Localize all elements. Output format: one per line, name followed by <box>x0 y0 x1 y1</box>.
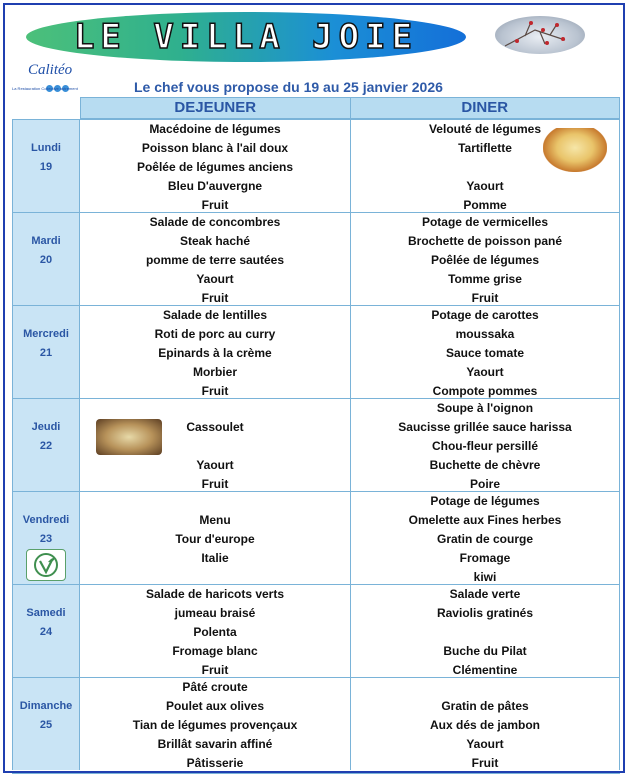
dinner-dish: Pomme <box>463 198 507 212</box>
day-number: 21 <box>39 347 53 359</box>
day-label <box>12 213 80 305</box>
lunch-dish: Pâtisserie <box>186 756 244 770</box>
table-bottom-border <box>12 773 620 774</box>
dinner-cell <box>350 585 620 677</box>
table-header <box>80 97 620 119</box>
day-row-mardi <box>12 212 620 305</box>
dinner-dish: Fromage <box>459 551 511 565</box>
day-row-lundi <box>12 119 620 212</box>
day-row-dimanche <box>12 677 620 770</box>
dinner-dish: Saucisse grillée sauce harissa <box>398 420 572 434</box>
day-name: Lundi <box>31 142 61 154</box>
lunch-dish: Poêlée de légumes anciens <box>136 160 294 174</box>
day-number: 22 <box>39 440 53 452</box>
lunch-dish: Roti de porc au curry <box>154 327 276 341</box>
tartiflette-photo <box>543 128 607 172</box>
dinner-dish: moussaka <box>455 327 515 341</box>
lunch-dish: Fruit <box>201 663 229 677</box>
lunch-dish: Bleu D'auvergne <box>167 179 263 193</box>
dinner-cell <box>350 678 620 770</box>
lunch-dish: Epinards à la crème <box>158 346 272 360</box>
day-label <box>12 306 80 398</box>
lunch-dish: Salade de concombres <box>149 215 281 229</box>
dinner-dish: Potage de carottes <box>431 308 539 322</box>
dinner-dish: Gratin de pâtes <box>441 699 529 713</box>
lunch-dish: Tour d'europe <box>175 532 255 546</box>
dinner-dish: Poire <box>469 477 500 491</box>
lunch-cell <box>80 120 350 212</box>
dinner-dish: Salade verte <box>449 587 521 601</box>
lunch-dish: Morbier <box>192 365 237 379</box>
lunch-cell <box>80 585 350 677</box>
lunch-cell <box>80 492 350 584</box>
lunch-column-header: DEJEUNER <box>174 99 257 116</box>
day-number: 19 <box>39 161 53 173</box>
day-name: Mercredi <box>23 328 69 340</box>
day-number: 25 <box>39 719 53 731</box>
dinner-dish: Chou-fleur persillé <box>431 439 538 453</box>
lunch-dish: Fromage blanc <box>172 644 258 658</box>
dinner-dish: Potage de légumes <box>430 494 540 508</box>
day-row-jeudi <box>12 398 620 491</box>
lunch-dish: Italie <box>201 551 229 565</box>
lunch-dish: pomme de terre sautées <box>145 253 285 267</box>
day-label <box>12 492 80 584</box>
day-name: Samedi <box>26 607 66 619</box>
day-name: Jeudi <box>31 421 61 433</box>
dinner-cell <box>350 213 620 305</box>
lunch-cell <box>80 399 350 491</box>
lunch-dish: Steak haché <box>179 234 251 248</box>
page-title: LE VILLA JOIE <box>73 17 419 57</box>
dinner-dish: Velouté de légumes <box>428 122 542 136</box>
lunch-dish: Brillât savarin affiné <box>157 737 273 751</box>
dinner-dish: Potage de vermicelles <box>421 215 549 229</box>
day-label <box>12 399 80 491</box>
lunch-dish: jumeau braisé <box>174 606 256 620</box>
lunch-cell <box>80 213 350 305</box>
dinner-dish: kiwi <box>473 570 497 584</box>
dinner-cell <box>350 492 620 584</box>
lunch-dish: Polenta <box>193 625 237 639</box>
lunch-dish: Pâté croute <box>182 680 248 694</box>
lunch-dish: Fruit <box>201 198 229 212</box>
dinner-cell <box>350 399 620 491</box>
vegetarian-icon <box>26 549 66 581</box>
day-number: 24 <box>39 626 53 638</box>
dinner-dish: Fruit <box>471 756 499 770</box>
dinner-dish: Fruit <box>471 291 499 305</box>
dinner-dish: Yaourt <box>466 179 504 193</box>
menu-table <box>12 97 620 774</box>
dinner-dish: Yaourt <box>466 365 504 379</box>
lunch-dish: Yaourt <box>196 272 234 286</box>
day-row-vendredi <box>12 491 620 584</box>
dinner-dish: Yaourt <box>466 737 504 751</box>
day-number: 23 <box>39 533 53 545</box>
lunch-cell <box>80 678 350 770</box>
day-row-mercredi <box>12 305 620 398</box>
lunch-dish: Poisson blanc à l'ail doux <box>141 141 289 155</box>
winter-berries-photo <box>495 16 585 54</box>
day-label <box>12 678 80 770</box>
day-name: Dimanche <box>19 700 73 712</box>
dinner-dish: Poêlée de légumes <box>430 253 540 267</box>
logo-wordmark: Calitéo <box>28 62 73 78</box>
dinner-dish: Clémentine <box>452 663 518 677</box>
day-label <box>12 585 80 677</box>
lunch-dish: Yaourt <box>196 458 234 472</box>
day-number: 20 <box>39 254 53 266</box>
lunch-dish: Salade de haricots verts <box>145 587 285 601</box>
title-banner <box>26 12 466 62</box>
day-name: Mardi <box>31 235 61 247</box>
dinner-cell <box>350 306 620 398</box>
dinner-dish: Tartiflette <box>458 141 512 155</box>
dinner-dish: Omelette aux Fines herbes <box>408 513 562 527</box>
dinner-dish: Raviolis gratinés <box>436 606 534 620</box>
dinner-dish: Gratin de courge <box>436 532 534 546</box>
day-name: Vendredi <box>22 514 70 526</box>
lunch-dish: Cassoulet <box>186 420 244 434</box>
lunch-dish: Salade de lentilles <box>162 308 268 322</box>
dinner-dish: Aux dés de jambon <box>429 718 541 732</box>
lunch-dish: Fruit <box>201 477 229 491</box>
dinner-column-header: DINER <box>350 98 620 118</box>
dinner-dish: Compote pommes <box>432 384 538 398</box>
dinner-cell <box>350 120 620 212</box>
dinner-dish: Sauce tomate <box>445 346 525 360</box>
menu-subtitle: Le chef vous propose du 19 au 25 janvier 2026 <box>134 79 443 95</box>
dinner-dish: Brochette de poisson pané <box>407 234 563 248</box>
dinner-dish: Buche du Pilat <box>443 644 527 658</box>
dinner-dish: Tomme grise <box>448 272 522 286</box>
dinner-dish: Soupe à l'oignon <box>436 401 534 415</box>
lunch-dish: Macédoine de légumes <box>149 122 281 136</box>
lunch-dish: Fruit <box>201 384 229 398</box>
lunch-dish: Tian de légumes provençaux <box>132 718 298 732</box>
day-label <box>12 120 80 212</box>
caliteo-logo <box>12 62 102 94</box>
cassoulet-photo <box>96 419 162 455</box>
lunch-dish: Menu <box>199 513 231 527</box>
dinner-dish: Buchette de chèvre <box>429 458 541 472</box>
logo-tagline: La Restauration Collective autrement <box>12 86 78 91</box>
lunch-cell <box>80 306 350 398</box>
day-row-samedi <box>12 584 620 677</box>
lunch-dish: Poulet aux olives <box>165 699 265 713</box>
lunch-dish: Fruit <box>201 291 229 305</box>
